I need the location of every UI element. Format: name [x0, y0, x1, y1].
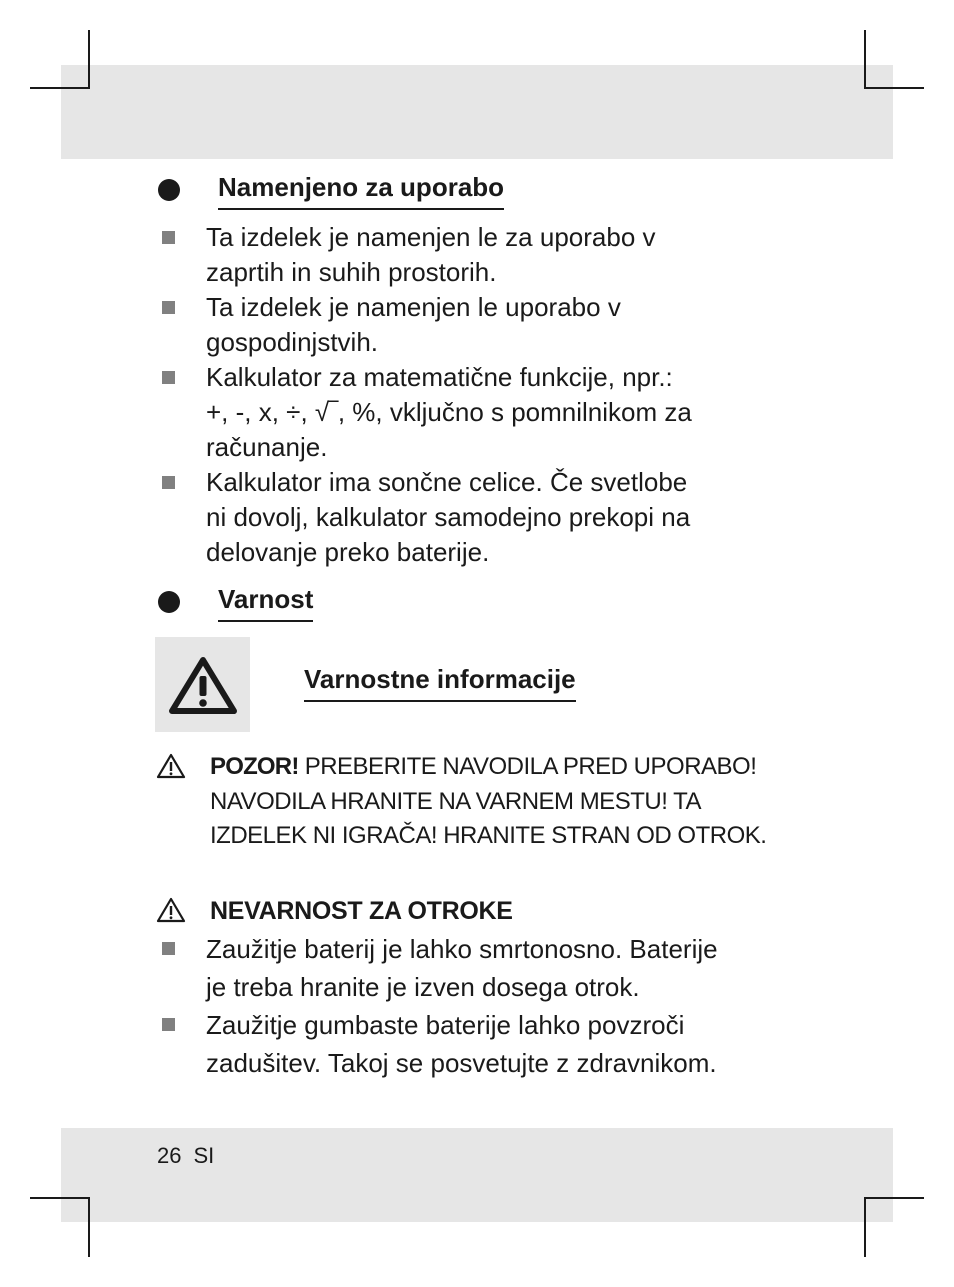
crop-mark: [30, 87, 90, 89]
safety-info-title: Varnostne informacije: [304, 662, 576, 702]
list-item-line: je treba hranite je izven dosega otrok.: [206, 972, 640, 1002]
list-item: [162, 360, 802, 465]
list-item: [162, 220, 802, 290]
list-item-line: ni dovolj, kalkulator samodejno prekopi na: [206, 502, 691, 532]
list-item-line: Ta izdelek je namenjen le za uporabo v: [206, 222, 656, 252]
bullet-dot-icon: [158, 179, 180, 201]
square-bullet-icon: [162, 476, 175, 489]
crop-mark: [30, 1197, 90, 1199]
notice-line: NAVODILA HRANITE NA VARNEM MESTU! TA: [210, 787, 701, 815]
notice-line: PREBERITE NAVODILA PRED UPORABO!: [304, 753, 757, 780]
list-item: [162, 465, 802, 570]
bullet-dot-icon: [158, 591, 180, 613]
list-item-line: Ta izdelek je namenjen le uporabo v: [206, 292, 621, 322]
safety-notice: [210, 750, 850, 854]
section-title: Varnost: [218, 582, 313, 622]
crop-mark: [864, 1197, 866, 1257]
intended-use-list: [162, 220, 802, 570]
children-hazard-title: NEVARNOST ZA OTROKE: [210, 897, 513, 925]
warning-triangle-icon: [156, 896, 186, 924]
square-bullet-icon: [162, 231, 175, 244]
list-item: [162, 1006, 802, 1082]
notice-line: IZDELEK NI IGRAČA! HRANITE STRAN OD OTROK.: [210, 822, 767, 849]
list-item-line: delovanje preko baterije.: [206, 537, 490, 567]
square-bullet-icon: [162, 301, 175, 314]
crop-mark: [864, 30, 866, 88]
section-heading-safety: [158, 584, 313, 620]
page-footer: [157, 1141, 214, 1171]
children-hazard-list: [162, 930, 802, 1082]
crop-mark: [88, 1197, 90, 1257]
section-heading-intended-use: [158, 172, 504, 208]
list-item: [162, 930, 802, 1006]
list-item-line: Kalkulator za matematične funkcije, npr.:: [206, 362, 673, 392]
top-band: [61, 65, 893, 159]
list-item-line: računanje.: [206, 432, 328, 462]
crop-mark: [864, 1197, 924, 1199]
crop-mark: [88, 30, 90, 88]
safety-symbol-box: [155, 637, 250, 732]
list-item-line: Zaužitje gumbaste baterije lahko povzroči: [206, 1010, 685, 1040]
list-item-line: Zaužitje baterij je lahko smrtonosno. Baterije: [206, 934, 718, 964]
section-title: Namenjeno za uporabo: [218, 170, 504, 210]
warning-triangle-icon: [167, 654, 239, 716]
crop-mark: [864, 87, 924, 89]
square-bullet-icon: [162, 942, 175, 955]
language-code: SI: [193, 1143, 215, 1168]
list-item-line: zadušitev. Takoj se posvetujte z zdravnikom.: [206, 1048, 717, 1078]
warning-triangle-icon: [156, 752, 186, 780]
page-number: 26: [157, 1143, 182, 1168]
list-item: [162, 290, 802, 360]
list-item-line: +, -, x, ÷, √‾, %, vključno s pomnilnikom za: [206, 397, 692, 427]
square-bullet-icon: [162, 371, 175, 384]
square-bullet-icon: [162, 1018, 175, 1031]
notice-lead: POZOR!: [210, 753, 299, 780]
list-item-line: gospodinjstvih.: [206, 327, 378, 357]
list-item-line: Kalkulator ima sončne celice. Če svetlobe: [206, 467, 688, 497]
list-item-line: zaprtih in suhih prostorih.: [206, 257, 497, 287]
